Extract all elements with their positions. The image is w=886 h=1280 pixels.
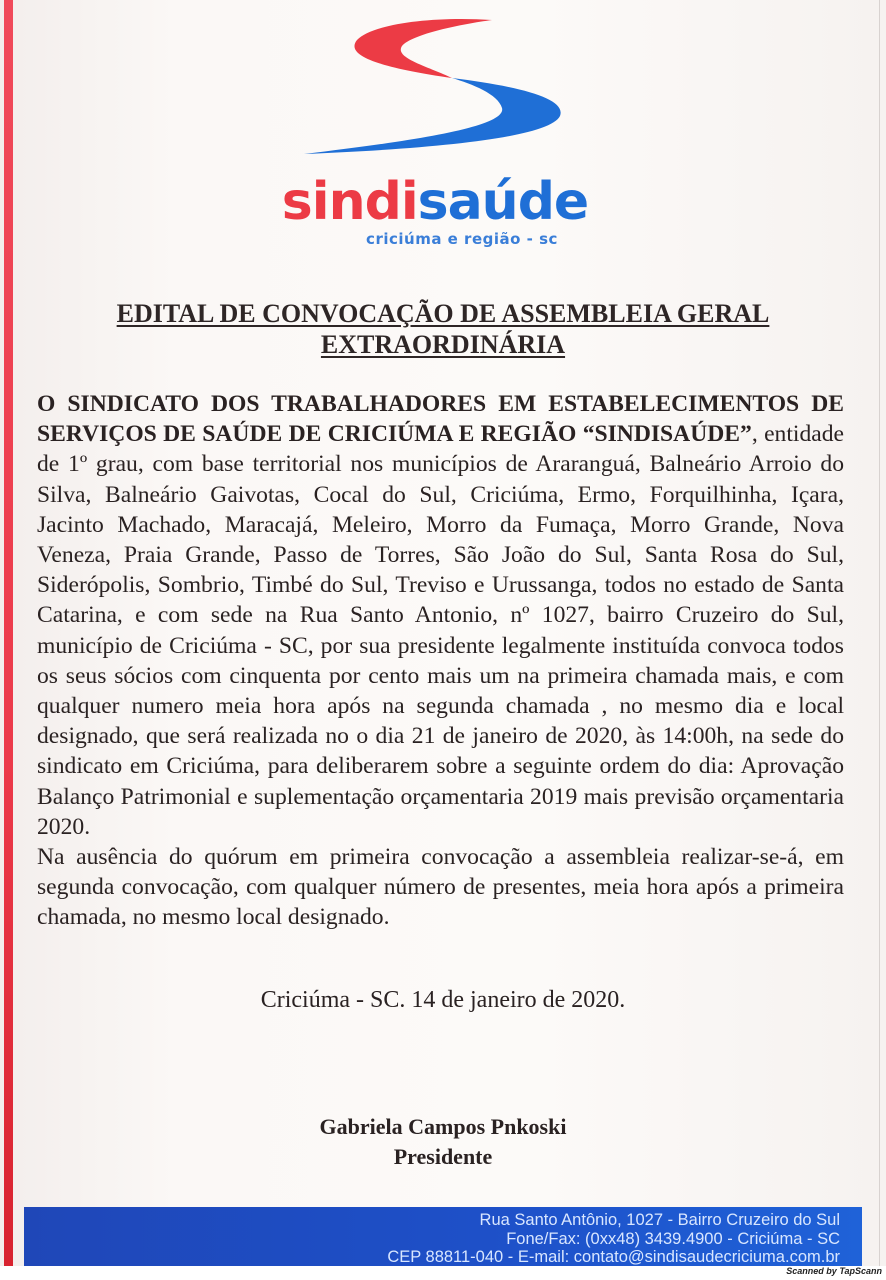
signatory-role: Presidente	[393, 1144, 493, 1169]
logo-subtitle: criciúma e região - sc	[366, 230, 558, 248]
footer-contact-band	[24, 1207, 862, 1266]
page-edge	[879, 0, 880, 1266]
footer-cep-email: CEP 88811-040 - E-mail: contato@sindisaudecriciuma.com.br	[387, 1248, 840, 1266]
left-red-stripe	[4, 0, 13, 1266]
convocation-text: , entidade de 1º grau, com base territorial nos municípios de Araranguá, Balneário Arroio do Silva, Balneário Gaivotas, Cocal do Sul, Criciúma, Ermo, Forquilhinha, Içara, Jacinto Machado, Maracajá, Meleiro, Morro da Fumaça, Morro Grande, Nova Veneza, Praia Grande, Passo de Torres, São João do Sul, Santa Rosa do Sul, Siderópolis, Sombrio, Timbé do Sul, Treviso e Urussanga, todos no estado de Santa Catarina, e com sede na Rua Santo Antonio, nº 1027, bairro Cruzeiro do Sul, município de Criciúma - SC, por sua presidente legalmente instituída convoca todos os seus sócios com cinquenta por cento mais um na primeira chamada mais, e com qualquer numero meia hora após na segunda chamada , no mesmo dia e local designado, que será realizada no o dia 21 de janeiro de 2020, às 14:00h, na sede do sindicato em Criciúma, para deliberarem sobre a seguinte ordem do dia: Aprovação Balanço Patrimonial e suplementação orçamentaria 2019 mais previsão orçamentaria 2020.	[37, 421, 844, 840]
document-body	[37, 389, 844, 933]
signatory-name: Gabriela Campos Pnkoski	[319, 1114, 567, 1139]
s-swoosh-icon	[302, 14, 572, 164]
footer-address: Rua Santo Antônio, 1027 - Bairro Cruzeiro do Sul	[479, 1211, 840, 1229]
logo-word-sindi: sindi	[281, 172, 418, 232]
title-line-1: EDITAL DE CONVOCAÇÃO DE ASSEMBLEIA GERAL	[116, 299, 770, 328]
paragraph-convocation	[37, 389, 844, 842]
signature-block	[0, 1112, 886, 1172]
title-line-2: EXTRAORDINÁRIA	[320, 330, 566, 359]
paragraph-quorum: Na ausência do quórum em primeira convocação a assembleia realizar-se-á, em segunda convocação, com qualquer número de presentes, meia hora após a primeira chamada, no mesmo local designado.	[37, 844, 844, 931]
sindisaude-logo	[262, 14, 608, 248]
entity-name: O SINDICATO DOS TRABALHADORES EM ESTABELECIMENTOS DE SERVIÇOS DE SAÚDE DE CRICIÚMA E REGIÃO “SINDISAÚDE”	[37, 391, 844, 448]
scanner-watermark: Scanned by TapScann	[786, 1266, 882, 1276]
logo-wordmark	[262, 172, 608, 232]
logo-word-saude: saúde	[417, 172, 589, 232]
date-line: Criciúma - SC. 14 de janeiro de 2020.	[260, 987, 626, 1013]
document-title	[60, 298, 826, 360]
footer-phone: Fone/Fax: (0xx48) 3439.4900 - Criciúma - SC	[506, 1229, 840, 1248]
